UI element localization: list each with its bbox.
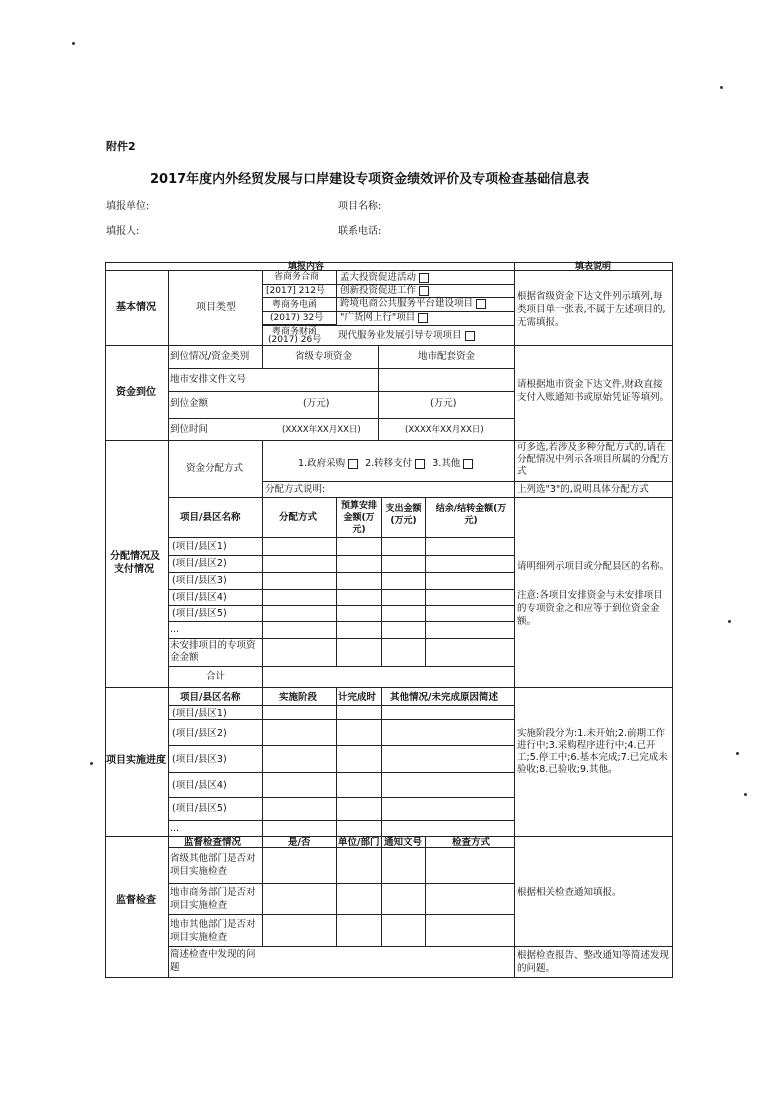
alloc-col-balance: 结余/结转金额(万元) [435, 504, 507, 526]
attachment-label: 附件2 [106, 140, 136, 153]
funds-prov-unit: (万元) [303, 398, 330, 409]
project-type-label: 项目类型 [196, 302, 236, 313]
allocation-note-mid: 上列选"3"的,说明具体分配方式 [517, 484, 649, 495]
scan-speck [90, 762, 93, 765]
funds-row-date: 到位时间 [170, 424, 209, 435]
sup-row-city-commerce: 地市商务部门是否对项目实施检查 [170, 887, 256, 911]
funds-row-docno: 地市安排文件文号 [170, 374, 247, 385]
sup-row-provincial: 省级其他部门是否对项目实施检查 [170, 853, 256, 877]
doc-ref-2-line1: 粤商务电函 [272, 300, 318, 310]
option-modern-service[interactable]: 现代服务业发展引导专项项目 [338, 330, 475, 342]
method-option-procurement[interactable]: 1.政府采购 [298, 458, 358, 469]
option-innovation-invest[interactable]: 创新投资促进工作 [340, 285, 429, 297]
checkbox-icon[interactable] [418, 313, 428, 323]
scan-speck [728, 620, 731, 623]
funds-col-label: 到位情况/资金类别 [170, 351, 250, 362]
basic-note: 根据省级资金下达文件列示填列,每类项目单一张表,不属于左述项目的,无需填报。 [517, 291, 666, 328]
progress-col-name: 项目/县区名称 [180, 692, 241, 703]
progress-section-label: 项目实施进度 [106, 755, 166, 766]
sup-col-method: 检查方式 [452, 837, 491, 848]
alloc-row-4: (项目/县区4) [172, 592, 227, 603]
funds-col-city: 地市配套资金 [418, 351, 476, 362]
method-options [298, 458, 473, 470]
checkbox-icon[interactable] [463, 459, 473, 469]
alloc-col-budget: 预算安排金额(万元) [340, 501, 377, 535]
progress-col-stage: 实施阶段 [279, 692, 318, 703]
alloc-col-name: 项目/县区名称 [180, 512, 241, 523]
supervision-note: 根据相关检查通知填报。 [517, 887, 622, 898]
funds-note: 请根据地市资金下达文件,财政直接支付入账通知书或原始凭证等填列。 [517, 379, 670, 403]
checkbox-icon[interactable] [419, 273, 429, 283]
doc-ref-3-line2: (2017) 26号 [268, 335, 322, 345]
allocation-section-label-2: 支付情况 [114, 564, 154, 575]
method-label: 资金分配方式 [186, 463, 244, 474]
progress-note: 实施阶段分为:1.未开始;2.前期工作进行中;3.采购程序进行中;4.已开工;5.停工中;6.基本完成;7.已完成未验收;8.已验收;9.其他。 [517, 728, 668, 775]
progress-col-other: 其他情况/未完成原因简述 [390, 692, 498, 703]
method-option-other[interactable]: 3.其他 [432, 458, 473, 469]
alloc-col-method: 分配方式 [279, 512, 318, 523]
option-invest-promo-activity[interactable]: 孟大投资促进活动 [340, 272, 429, 284]
alloc-col-spent: 支出金额(万元) [385, 504, 422, 526]
progress-row-4: (项目/县区4) [172, 780, 227, 791]
funds-city-date: (XXXX年XX月XX日) [405, 425, 484, 435]
scan-speck [72, 42, 75, 45]
sup-row-issues: 简述检查中发现的问题 [170, 949, 256, 973]
doc-ref-1-line1: 省商务合商 [274, 272, 320, 282]
progress-row-5: (项目/县区5) [172, 803, 227, 814]
alloc-row-total: 合计 [206, 671, 226, 682]
alloc-row-unassigned: 未安排项目的专项资金金额 [170, 640, 256, 663]
funds-section-label: 资金到位 [116, 387, 156, 398]
checkbox-icon[interactable] [476, 299, 486, 309]
project-name-label: 项目名称: [338, 201, 382, 212]
sup-col-status: 监督检查情况 [184, 837, 242, 848]
allocation-note-bottom-2: 注意:各项目安排资金与未安排项目的专项资金之和应等于到位资金金额。 [517, 590, 663, 627]
allocation-section-label-1: 分配情况及 [110, 551, 160, 562]
checkbox-icon[interactable] [465, 331, 475, 341]
alloc-row-3: (项目/县区3) [172, 575, 227, 586]
funds-row-amount: 到位金额 [170, 398, 209, 409]
doc-ref-2-line2: (2017) 32号 [270, 313, 324, 323]
sup-col-unit: 单位/部门 [338, 837, 380, 848]
progress-row-2: (项目/县区2) [172, 728, 227, 739]
alloc-row-5: (项目/县区5) [172, 608, 227, 619]
sup-col-yesno: 是/否 [288, 837, 311, 848]
header-notes: 填表说明 [575, 262, 612, 272]
sup-col-docno: 通知文号 [384, 837, 423, 848]
phone-label: 联系电话: [338, 226, 382, 237]
funds-prov-date: (XXXX年XX月XX日) [282, 425, 361, 435]
option-guanghuo-online[interactable]: "广货网上行"项目 [340, 312, 428, 324]
alloc-row-1: (项目/县区1) [172, 541, 227, 552]
method-option-transfer[interactable]: 2.转移支付 [365, 458, 425, 469]
scan-speck [744, 793, 747, 796]
alloc-row-2: (项目/县区2) [172, 558, 227, 569]
funds-col-prov: 省级专项资金 [295, 351, 353, 362]
header-content: 填报内容 [288, 262, 325, 272]
filler-label: 填报人: [106, 226, 140, 237]
doc-ref-3-line1: 粤商务财函 [272, 327, 318, 337]
fill-unit-label: 填报单位: [106, 201, 150, 212]
method-note-label: 分配方式说明: [265, 484, 326, 495]
checkbox-icon[interactable] [419, 286, 429, 296]
page-title: 2017年度内外经贸发展与口岸建设专项资金绩效评价及专项检查基础信息表 [150, 172, 590, 187]
alloc-row-ellipsis: ... [170, 624, 180, 635]
option-cross-border-ecommerce[interactable]: 跨境电商公共服务平台建设项目 [340, 298, 486, 310]
progress-col-time: 计完成时 [338, 692, 377, 703]
progress-row-1: (项目/县区1) [172, 708, 227, 719]
supervision-note-last: 根据检查报告、整改通知等简述发现的问题。 [517, 950, 670, 974]
basic-section-label: 基本情况 [116, 302, 156, 313]
allocation-note-bottom-1: 请明细列示项目或分配县区的名称。 [517, 561, 670, 572]
scan-speck [736, 752, 739, 755]
method-note-field[interactable] [330, 484, 512, 496]
sup-row-city-other: 地市其他部门是否对项目实施检查 [170, 919, 256, 943]
allocation-note-top: 可多选,若涉及多种分配方式的,请在分配情况中列示各项目所属的分配方式 [517, 442, 670, 477]
checkbox-icon[interactable] [348, 459, 358, 469]
progress-row-ellipsis: ... [170, 823, 180, 834]
progress-row-3: (项目/县区3) [172, 754, 227, 765]
checkbox-icon[interactable] [415, 459, 425, 469]
doc-ref-1-line2: [2017] 212号 [266, 286, 325, 296]
scan-speck [720, 86, 723, 89]
funds-city-unit: (万元) [430, 398, 457, 409]
supervision-section-label: 监督检查 [116, 895, 156, 906]
